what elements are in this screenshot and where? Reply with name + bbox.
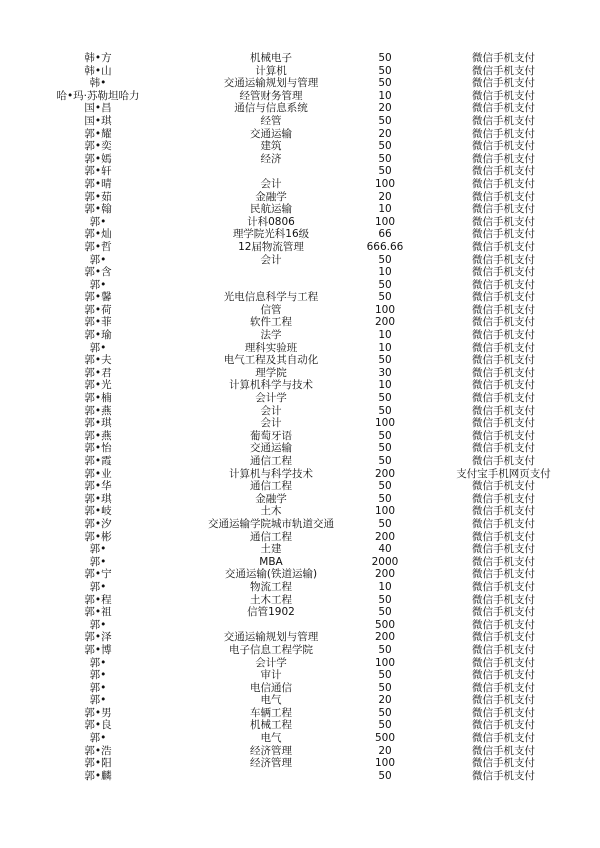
table-row xyxy=(0,745,600,758)
donor-name-cell: 郭•嫣 xyxy=(84,152,112,165)
donor-name-cell: 郭• xyxy=(89,732,107,745)
amount-cell: 50 xyxy=(378,52,392,64)
table-row xyxy=(0,90,600,103)
amount-cell: 200 xyxy=(374,631,396,644)
department-cell xyxy=(196,770,346,783)
donor-name-cell: 郭•汐 xyxy=(84,517,112,530)
table-row xyxy=(0,316,600,329)
department-cell: 经济管理 xyxy=(250,744,292,757)
payment-method-cell: 微信手机支付 xyxy=(472,643,535,656)
table-row xyxy=(0,329,600,342)
payment-method-cell: 微信手机支付 xyxy=(472,744,535,757)
payment-method-cell: 微信手机支付 xyxy=(472,240,535,253)
table-row xyxy=(0,442,600,455)
payment-method-cell: 微信手机支付 xyxy=(472,278,535,291)
donor-name-cell: 郭• xyxy=(89,215,107,228)
department-cell: 金融学 xyxy=(255,190,287,203)
table-row xyxy=(0,291,600,304)
amount-cell: 50 xyxy=(378,706,392,719)
donor-name-cell: 郭•含 xyxy=(84,266,112,279)
payment-method-cell: 微信手机支付 xyxy=(472,89,535,102)
department-cell: 理学院光科16级 xyxy=(232,228,310,241)
donor-name-cell: 郭•男 xyxy=(84,706,112,719)
table-row xyxy=(0,568,600,581)
amount-cell: 20 xyxy=(378,694,392,707)
payment-method-cell: 微信手机支付 xyxy=(472,165,535,178)
payment-method-cell: 微信手机支付 xyxy=(472,656,535,669)
amount-cell: 20 xyxy=(378,127,392,140)
amount-cell: 100 xyxy=(374,656,396,669)
table-row xyxy=(0,430,600,443)
amount-cell: 20 xyxy=(378,744,392,757)
table-row xyxy=(0,455,600,468)
payment-method-cell: 微信手机支付 xyxy=(472,152,535,165)
table-row xyxy=(0,480,600,493)
department-cell: 法学 xyxy=(260,329,282,342)
department-cell: 计科0806 xyxy=(247,215,295,228)
donor-name-cell: 郭•翰 xyxy=(84,203,112,216)
payment-method-cell: 支付宝手机网页支付 xyxy=(456,467,551,480)
amount-cell: 50 xyxy=(378,681,392,694)
department-cell xyxy=(196,279,346,292)
payment-method-cell: 微信手机支付 xyxy=(472,404,535,417)
donor-name-cell: 郭• xyxy=(89,341,107,354)
donor-name-cell: 郭•馨 xyxy=(84,291,112,304)
amount-cell: 50 xyxy=(378,669,392,682)
payment-method-cell: 微信手机支付 xyxy=(472,127,535,140)
table-row xyxy=(0,694,600,707)
payment-method-cell: 微信手机支付 xyxy=(472,253,535,266)
department-cell: 计算机 xyxy=(255,64,287,77)
table-row xyxy=(0,266,600,279)
amount-cell: 50 xyxy=(378,278,392,291)
donor-name-cell: 国•琪 xyxy=(84,114,112,127)
donor-name-cell: 韩•方 xyxy=(84,52,112,64)
donor-name-cell: 郭• xyxy=(89,543,107,556)
donor-name-cell: 韩• xyxy=(89,77,107,90)
table-row xyxy=(0,606,600,619)
payment-method-cell: 微信手机支付 xyxy=(472,341,535,354)
payment-method-cell: 微信手机支付 xyxy=(472,77,535,90)
donor-name-cell: 郭•博 xyxy=(84,643,112,656)
donor-name-cell: 郭• xyxy=(89,618,107,631)
donor-name-cell: 郭•楠 xyxy=(84,392,112,405)
department-cell: 信管1902 xyxy=(247,606,295,619)
table-row xyxy=(0,153,600,166)
table-row xyxy=(0,367,600,380)
donor-name-cell: 郭• xyxy=(89,253,107,266)
table-row xyxy=(0,631,600,644)
table-row xyxy=(0,468,600,481)
payment-method-cell: 微信手机支付 xyxy=(472,417,535,430)
department-cell: 通信与信息系统 xyxy=(234,102,308,115)
amount-cell: 50 xyxy=(378,253,392,266)
donor-name-cell: 郭•燕 xyxy=(84,429,112,442)
payment-method-cell: 微信手机支付 xyxy=(472,606,535,619)
payment-method-cell: 微信手机支付 xyxy=(472,303,535,316)
amount-cell: 100 xyxy=(374,177,396,190)
table-row xyxy=(0,379,600,392)
department-cell: 物流工程 xyxy=(250,580,292,593)
donation-table xyxy=(0,52,600,782)
amount-cell: 50 xyxy=(378,140,392,153)
amount-cell: 66 xyxy=(378,228,392,241)
payment-method-cell: 微信手机支付 xyxy=(472,379,535,392)
table-row xyxy=(0,140,600,153)
table-row xyxy=(0,354,600,367)
donor-name-cell: 郭•晴 xyxy=(84,177,112,190)
table-row xyxy=(0,392,600,405)
department-cell: 机械电子 xyxy=(250,52,292,64)
department-cell: 经管财务管理 xyxy=(239,89,303,102)
donor-name-cell: 郭•哲 xyxy=(84,240,112,253)
payment-method-cell: 微信手机支付 xyxy=(472,215,535,228)
department-cell: MBA xyxy=(259,555,283,568)
payment-method-cell: 微信手机支付 xyxy=(472,719,535,732)
table-row xyxy=(0,417,600,430)
table-row xyxy=(0,128,600,141)
amount-cell: 50 xyxy=(378,165,392,178)
donor-name-cell: 国•昌 xyxy=(84,102,112,115)
payment-method-cell: 微信手机支付 xyxy=(472,694,535,707)
donor-name-cell: 郭•浩 xyxy=(84,744,112,757)
department-cell: 计算机与科学技术 xyxy=(229,467,313,480)
department-cell: 计算机科学与技术 xyxy=(229,379,313,392)
payment-method-cell: 微信手机支付 xyxy=(472,480,535,493)
table-row xyxy=(0,191,600,204)
amount-cell: 50 xyxy=(378,517,392,530)
department-cell: 会计 xyxy=(260,404,282,417)
department-cell: 通信工程 xyxy=(250,530,292,543)
department-cell: 通信工程 xyxy=(250,480,292,493)
department-cell: 电气 xyxy=(260,732,282,745)
amount-cell: 10 xyxy=(378,580,392,593)
payment-method-cell: 微信手机支付 xyxy=(472,593,535,606)
department-cell: 交通运输(铁道运输) xyxy=(224,568,318,581)
donor-name-cell: 郭•荷 xyxy=(84,303,112,316)
table-row xyxy=(0,770,600,783)
payment-method-cell: 微信手机支付 xyxy=(472,492,535,505)
payment-method-cell: 微信手机支付 xyxy=(472,329,535,342)
payment-method-cell: 微信手机支付 xyxy=(472,631,535,644)
donor-name-cell: 郭•琪 xyxy=(84,417,112,430)
department-cell: 通信工程 xyxy=(250,455,292,467)
table-row xyxy=(0,65,600,78)
payment-method-cell: 微信手机支付 xyxy=(472,681,535,694)
donor-name-cell: 郭•琪 xyxy=(84,492,112,505)
amount-cell: 200 xyxy=(374,467,396,480)
donor-name-cell: 哈•玛·苏勒坦哈力 xyxy=(56,89,140,102)
donor-name-cell: 郭•耀 xyxy=(84,127,112,140)
table-row xyxy=(0,757,600,770)
amount-cell: 50 xyxy=(378,480,392,493)
amount-cell: 100 xyxy=(374,757,396,770)
table-row xyxy=(0,732,600,745)
department-cell: 土建 xyxy=(260,543,282,556)
table-row xyxy=(0,102,600,115)
amount-cell: 10 xyxy=(378,379,392,392)
payment-method-cell: 微信手机支付 xyxy=(472,757,535,770)
payment-method-cell: 微信手机支付 xyxy=(472,366,535,379)
amount-cell: 50 xyxy=(378,719,392,732)
donor-name-cell: 郭• xyxy=(89,555,107,568)
payment-method-cell: 微信手机支付 xyxy=(472,618,535,631)
department-cell: 经管 xyxy=(260,114,282,127)
amount-cell: 200 xyxy=(374,316,396,329)
payment-method-cell: 微信手机支付 xyxy=(472,354,535,367)
department-cell: 交通运输学院城市轨道交通 xyxy=(208,517,334,530)
donor-name-cell: 郭• xyxy=(89,694,107,707)
donor-name-cell: 郭•良 xyxy=(84,719,112,732)
donor-name-cell: 郭•菲 xyxy=(84,316,112,329)
amount-cell: 666.66 xyxy=(366,240,404,253)
payment-method-cell: 微信手机支付 xyxy=(472,530,535,543)
payment-method-cell: 微信手机支付 xyxy=(472,669,535,682)
amount-cell: 50 xyxy=(378,404,392,417)
amount-cell: 200 xyxy=(374,568,396,581)
payment-method-cell: 微信手机支付 xyxy=(472,190,535,203)
amount-cell: 50 xyxy=(378,114,392,127)
table-row xyxy=(0,707,600,720)
donor-name-cell: 郭•彬 xyxy=(84,530,112,543)
table-row xyxy=(0,518,600,531)
donor-name-cell: 郭•轩 xyxy=(84,165,112,178)
payment-method-cell: 微信手机支付 xyxy=(472,517,535,530)
payment-method-cell: 微信手机支付 xyxy=(472,580,535,593)
payment-method-cell: 微信手机支付 xyxy=(472,114,535,127)
department-cell: 理科实验班 xyxy=(244,341,298,354)
department-cell: 葡萄牙语 xyxy=(250,429,292,442)
amount-cell: 20 xyxy=(378,102,392,115)
donor-name-cell: 郭•怡 xyxy=(84,442,112,455)
table-row xyxy=(0,505,600,518)
payment-method-cell: 微信手机支付 xyxy=(472,140,535,153)
amount-cell: 30 xyxy=(378,366,392,379)
payment-method-cell: 微信手机支付 xyxy=(472,102,535,115)
amount-cell: 100 xyxy=(374,505,396,518)
table-row xyxy=(0,115,600,128)
department-cell: 金融学 xyxy=(255,492,287,505)
payment-method-cell: 微信手机支付 xyxy=(472,429,535,442)
amount-cell: 50 xyxy=(378,392,392,405)
amount-cell: 100 xyxy=(374,303,396,316)
payment-method-cell: 微信手机支付 xyxy=(472,769,535,782)
payment-method-cell: 微信手机支付 xyxy=(472,228,535,241)
table-row xyxy=(0,543,600,556)
department-cell: 12届物流管理 xyxy=(238,240,304,253)
amount-cell: 2000 xyxy=(371,555,399,568)
table-row xyxy=(0,228,600,241)
department-cell xyxy=(196,266,346,279)
amount-cell: 50 xyxy=(378,152,392,165)
donor-name-cell: 郭• xyxy=(89,681,107,694)
donor-name-cell: 郭•祖 xyxy=(84,606,112,619)
donor-name-cell: 郭•华 xyxy=(84,480,112,493)
table-row xyxy=(0,682,600,695)
table-row xyxy=(0,52,600,65)
department-cell: 电气工程及其自动化 xyxy=(223,354,319,367)
amount-cell: 10 xyxy=(378,341,392,354)
department-cell: 软件工程 xyxy=(250,316,292,329)
donor-name-cell: 郭•瑜 xyxy=(84,329,112,342)
amount-cell: 50 xyxy=(378,769,392,782)
donor-name-cell: 郭• xyxy=(89,580,107,593)
payment-method-cell: 微信手机支付 xyxy=(472,291,535,304)
table-row xyxy=(0,493,600,506)
payment-method-cell: 微信手机支付 xyxy=(472,568,535,581)
amount-cell: 100 xyxy=(374,215,396,228)
amount-cell: 200 xyxy=(374,530,396,543)
department-cell xyxy=(196,619,346,632)
department-cell: 土木工程 xyxy=(250,593,292,606)
donor-name-cell: 郭•程 xyxy=(84,593,112,606)
table-row xyxy=(0,594,600,607)
payment-method-cell: 微信手机支付 xyxy=(472,732,535,745)
department-cell: 交通运输规划与管理 xyxy=(223,631,319,644)
amount-cell: 50 xyxy=(378,643,392,656)
payment-method-cell: 微信手机支付 xyxy=(472,543,535,556)
payment-method-cell: 微信手机支付 xyxy=(472,555,535,568)
payment-method-cell: 微信手机支付 xyxy=(472,52,535,64)
table-row xyxy=(0,241,600,254)
amount-cell: 50 xyxy=(378,291,392,304)
department-cell: 交通运输 xyxy=(250,442,292,455)
department-cell: 电子信息工程学院 xyxy=(229,643,313,656)
department-cell: 会计 xyxy=(260,417,282,430)
department-cell: 会计 xyxy=(260,177,282,190)
donor-name-cell: 郭•茹 xyxy=(84,190,112,203)
donor-name-cell: 郭• xyxy=(89,656,107,669)
donor-name-cell: 郭•光 xyxy=(84,379,112,392)
table-row xyxy=(0,203,600,216)
department-cell xyxy=(196,165,346,178)
department-cell: 会计学 xyxy=(255,392,287,405)
amount-cell: 500 xyxy=(374,618,396,631)
donor-name-cell: 韩•山 xyxy=(84,64,112,77)
donor-name-cell: 郭•霞 xyxy=(84,455,112,467)
table-row xyxy=(0,178,600,191)
donor-name-cell: 郭• xyxy=(89,669,107,682)
payment-method-cell: 微信手机支付 xyxy=(472,64,535,77)
amount-cell: 50 xyxy=(378,593,392,606)
donor-name-cell: 郭•夫 xyxy=(84,354,112,367)
department-cell: 车辆工程 xyxy=(250,706,292,719)
donor-name-cell: 郭•燕 xyxy=(84,404,112,417)
table-row xyxy=(0,216,600,229)
amount-cell: 20 xyxy=(378,190,392,203)
payment-method-cell: 微信手机支付 xyxy=(472,266,535,279)
table-row xyxy=(0,279,600,292)
payment-method-cell: 微信手机支付 xyxy=(472,706,535,719)
amount-cell: 50 xyxy=(378,606,392,619)
amount-cell: 50 xyxy=(378,77,392,90)
donor-name-cell: 郭• xyxy=(89,278,107,291)
payment-method-cell: 微信手机支付 xyxy=(472,442,535,455)
department-cell: 信管 xyxy=(260,303,282,316)
department-cell: 会计 xyxy=(260,253,282,266)
donor-name-cell: 郭•泽 xyxy=(84,631,112,644)
amount-cell: 100 xyxy=(374,417,396,430)
payment-method-cell: 微信手机支付 xyxy=(472,203,535,216)
table-row xyxy=(0,165,600,178)
amount-cell: 50 xyxy=(378,354,392,367)
donor-name-cell: 郭•宁 xyxy=(84,568,112,581)
amount-cell: 10 xyxy=(378,203,392,216)
table-row xyxy=(0,669,600,682)
amount-cell: 10 xyxy=(378,266,392,279)
donor-name-cell: 郭•麟 xyxy=(84,769,112,782)
payment-method-cell: 微信手机支付 xyxy=(472,455,535,467)
table-row xyxy=(0,254,600,267)
donor-name-cell: 郭•君 xyxy=(84,366,112,379)
table-row xyxy=(0,719,600,732)
amount-cell: 500 xyxy=(374,732,396,745)
amount-cell: 10 xyxy=(378,89,392,102)
donor-name-cell: 郭•阳 xyxy=(84,757,112,770)
department-cell: 理学院 xyxy=(255,366,287,379)
payment-method-cell: 微信手机支付 xyxy=(472,505,535,518)
payment-method-cell: 微信手机支付 xyxy=(472,177,535,190)
amount-cell: 50 xyxy=(378,442,392,455)
amount-cell: 40 xyxy=(378,543,392,556)
amount-cell: 50 xyxy=(378,455,392,467)
department-cell: 光电信息科学与工程 xyxy=(223,291,319,304)
table-row xyxy=(0,342,600,355)
donor-name-cell: 郭•奕 xyxy=(84,140,112,153)
table-row xyxy=(0,619,600,632)
table-row xyxy=(0,556,600,569)
department-cell: 机械工程 xyxy=(250,719,292,732)
donor-name-cell: 郭•业 xyxy=(84,467,112,480)
department-cell: 交通运输 xyxy=(250,127,292,140)
department-cell: 土木 xyxy=(260,505,282,518)
table-row xyxy=(0,581,600,594)
amount-cell: 50 xyxy=(378,492,392,505)
department-cell: 电信通信 xyxy=(250,681,292,694)
payment-method-cell: 微信手机支付 xyxy=(472,316,535,329)
table-row xyxy=(0,304,600,317)
department-cell: 审计 xyxy=(260,669,282,682)
table-row xyxy=(0,405,600,418)
amount-cell: 50 xyxy=(378,429,392,442)
table-row xyxy=(0,657,600,670)
table-row xyxy=(0,77,600,90)
department-cell: 电气 xyxy=(260,694,282,707)
table-row xyxy=(0,644,600,657)
department-cell: 经济 xyxy=(260,152,282,165)
department-cell: 交通运输规划与管理 xyxy=(223,77,319,90)
amount-cell: 50 xyxy=(378,64,392,77)
department-cell: 建筑 xyxy=(260,140,282,153)
department-cell: 会计学 xyxy=(255,656,287,669)
payment-method-cell: 微信手机支付 xyxy=(472,392,535,405)
donor-name-cell: 郭•岐 xyxy=(84,505,112,518)
department-cell: 经济管理 xyxy=(250,757,292,770)
donor-name-cell: 郭•灿 xyxy=(84,228,112,241)
amount-cell: 10 xyxy=(378,329,392,342)
table-row xyxy=(0,531,600,544)
department-cell: 民航运输 xyxy=(250,203,292,216)
